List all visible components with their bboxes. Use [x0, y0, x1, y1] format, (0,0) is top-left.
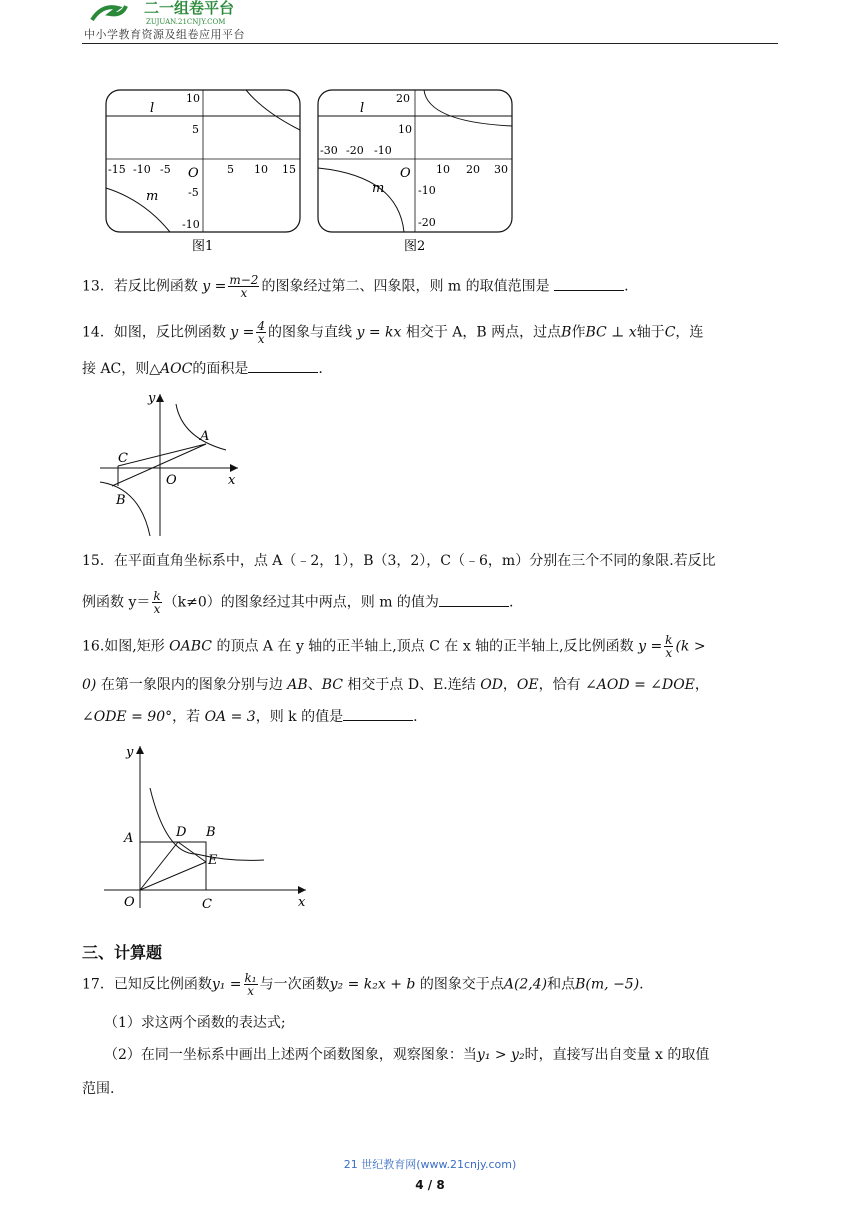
fig2-origin: O [400, 166, 411, 181]
fig1-origin: O [188, 166, 199, 181]
fig1-xtick: 15 [282, 163, 296, 176]
fraction: $\frac{k}{x}$ [665, 633, 673, 660]
fig2-ytick: -10 [418, 184, 436, 197]
svg-text:C: C [118, 451, 128, 466]
figure-q16 [100, 742, 320, 912]
fraction: $\frac{\text{k₁}}{x}$ [244, 971, 257, 998]
fig1-curve-m [106, 188, 170, 232]
question-15-line2: 例函数 y＝ $\frac{k}{x}$ （k≠0）的图象经过其中两点，则 m 的值为 . [82, 589, 514, 616]
fig2-ytick: 10 [398, 123, 412, 136]
question-16-line2: 0) 在第一象限内的图象分别与边 AB、BC 相交于点 D、E.连结 OD，OE，恰有 ∠AOD = ∠DOE， [82, 677, 709, 693]
footer-site: 21 世纪教育网(www.21cnjy.com) [343, 1158, 517, 1171]
section-title: 三、计算题 [82, 943, 163, 962]
fraction: $\frac{4}{x}$ [257, 319, 266, 346]
answer-blank[interactable] [343, 706, 413, 721]
figure-1 [104, 88, 302, 258]
svg-text:D: D [176, 825, 187, 840]
question-14-line2: 接 AC，则△AOC的面积是 . [82, 358, 778, 380]
question-13: 13．若反比例函数 y = $\frac{m-2}{x}$ 的图象经过第二、四象限，则 m 的取值范围是 . [82, 273, 629, 300]
svg-text:C: C [202, 897, 212, 912]
runner-logo-icon [92, 6, 126, 20]
question-16-line3: ∠ODE = 90°，若 OA = 3，则 k 的值是 . [82, 706, 778, 728]
fig2-xtick: 20 [466, 163, 480, 176]
answer-blank[interactable] [439, 592, 509, 607]
fig2-xtick: 30 [494, 163, 508, 176]
svg-text:A: A [200, 429, 210, 444]
header-divider [82, 43, 778, 44]
fig1-ytick: 10 [186, 92, 200, 105]
fig2-ytick: 20 [396, 92, 410, 105]
fig1-caption: 图1 [192, 239, 214, 254]
question-17: 17．已知反比例函数y₁ = $\frac{\text{k₁}}{x}$ 与一次函数y₂ = k₂x + b 的图象交于点A(2,4)和点B(m, −5). [82, 971, 644, 998]
fig2-curve-m [318, 168, 404, 232]
svg-text:y: y [126, 745, 134, 760]
figure-2 [316, 88, 514, 258]
fraction: $\frac{m-2}{x}$ [229, 273, 259, 300]
fig1-xtick: -15 [108, 163, 126, 176]
fig1-xtick: 5 [227, 163, 234, 176]
fig1-xtick: 10 [254, 163, 268, 176]
fig1-ytick: -10 [182, 218, 200, 231]
question-17-part2: （2）在同一坐标系中画出上述两个函数图象，观察图象：当y₁ > y₂时，直接写出自变量 x 的取值 [104, 1047, 710, 1063]
fig2-ytick: -20 [418, 216, 436, 229]
svg-text:B: B [206, 825, 216, 840]
fig1-curve-upper [246, 90, 300, 130]
fraction: $\frac{k}{x}$ [153, 589, 161, 616]
header-subtitle: 中小学教育资源及组卷应用平台 [84, 28, 245, 41]
answer-blank[interactable] [248, 358, 318, 373]
fig2-xtick: 10 [436, 163, 450, 176]
fig1-label-l: l [150, 101, 155, 116]
fig2-xtick: -30 [320, 144, 338, 157]
question-16: 16.如图,矩形 OABC 的顶点 A 在 y 轴的正半轴上,顶点 C 在 x 轴的正半轴上,反比例函数 y = $\frac{k}{x}$ (k > [82, 633, 706, 660]
logo-url: ZUJUAN.21CNJY.COM [146, 18, 226, 26]
fig1-ytick: 5 [192, 123, 199, 136]
fig2-label-m: m [372, 181, 385, 196]
svg-text:O: O [166, 473, 177, 488]
figure-q14 [96, 390, 246, 540]
fig2-caption: 图2 [404, 239, 426, 254]
fig2-xtick: -20 [346, 144, 364, 157]
svg-text:x: x [298, 895, 306, 910]
fig2-curve-upper [424, 90, 512, 126]
svg-text:y: y [148, 391, 156, 406]
answer-blank[interactable] [554, 276, 624, 291]
svg-text:A: A [124, 831, 134, 846]
fig2-xtick: -10 [374, 144, 392, 157]
fig1-ytick: -5 [188, 186, 199, 199]
fig1-xtick: -10 [133, 163, 151, 176]
question-17-part2-line2: 范围. [82, 1081, 115, 1097]
svg-text:x: x [228, 473, 236, 488]
fig1-label-m: m [146, 189, 159, 204]
svg-text:B: B [116, 493, 126, 508]
svg-text:O: O [124, 895, 135, 910]
question-17-part1: （1）求这两个函数的表达式; [104, 1015, 286, 1031]
page-number: 4 / 8 [415, 1178, 445, 1192]
header-logo [88, 0, 288, 26]
question-15: 15．在平面直角坐标系中，点 A（﹣2，1），B（3，2），C（﹣6，m）分别在三个不同的象限.若反比 [82, 553, 716, 569]
fig2-label-l: l [360, 101, 365, 116]
svg-text:E: E [208, 853, 218, 868]
question-14: 14．如图，反比例函数 y = $\frac{4}{x}$ 的图象与直线 y = kx 相交于 A，B 两点，过点B作BC ⊥ x轴于C，连 [82, 319, 704, 346]
logo-text: 二一组卷平台 [144, 0, 235, 17]
fig1-xtick: -5 [160, 163, 171, 176]
